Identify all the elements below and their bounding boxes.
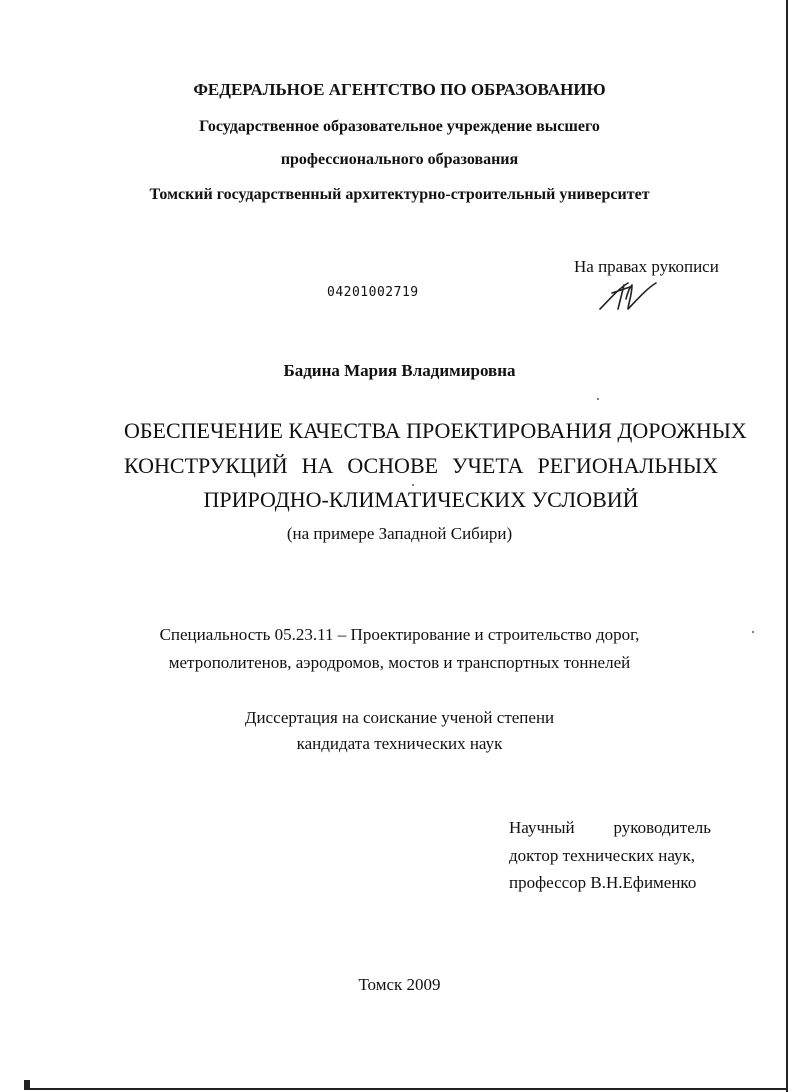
scan-border-bottom bbox=[30, 1088, 788, 1090]
title-subtitle: (на примере Западной Сибири) bbox=[286, 524, 513, 543]
title-line-2: КОНСТРУКЦИЙ НА ОСНОВЕ УЧЕТА РЕГИОНАЛЬНЫХ bbox=[124, 453, 718, 478]
scan-speck bbox=[597, 398, 599, 400]
scan-speck bbox=[412, 484, 414, 486]
document-code: 04201002719 bbox=[327, 285, 419, 300]
specialty-line-2: метрополитенов, аэродромов, мостов и транспортных тоннелей bbox=[168, 653, 631, 672]
university-name: Томский государственный архитектурно-строительный университет bbox=[149, 186, 650, 203]
institution-line-2: профессионального образования bbox=[280, 151, 519, 168]
author-name: Бадина Мария Владимировна bbox=[283, 361, 516, 380]
supervisor-line-1: Научный руководитель bbox=[509, 818, 711, 837]
institution-line-1: Государственное образовательное учреждение высшего bbox=[199, 118, 600, 135]
degree-line-1: Диссертация на соискание ученой степени bbox=[244, 708, 555, 727]
place-year: Томск 2009 bbox=[358, 975, 441, 994]
supervisor-line-3: профессор В.Н.Ефименко bbox=[509, 873, 697, 892]
scan-speck bbox=[752, 631, 754, 633]
specialty-line-1: Специальность 05.23.11 – Проектирование и строительство дорог, bbox=[159, 625, 640, 644]
agency-name: ФЕДЕРАЛЬНОЕ АГЕНТСТВО ПО ОБРАЗОВАНИЮ bbox=[193, 80, 606, 99]
degree-line-2: кандидата технических наук bbox=[296, 734, 503, 753]
supervisor-line-2: доктор технических наук, bbox=[509, 846, 696, 865]
manuscript-rights-note: На правах рукописи bbox=[574, 257, 719, 276]
scan-corner-mark bbox=[24, 1080, 30, 1090]
title-line-1: ОБЕСПЕЧЕНИЕ КАЧЕСТВА ПРОЕКТИРОВАНИЯ ДОРОЖНЫХ bbox=[124, 418, 747, 443]
signature-icon bbox=[598, 279, 658, 313]
title-line-3: ПРИРОДНО-КЛИМАТИЧЕСКИХ УСЛОВИЙ bbox=[203, 487, 639, 512]
